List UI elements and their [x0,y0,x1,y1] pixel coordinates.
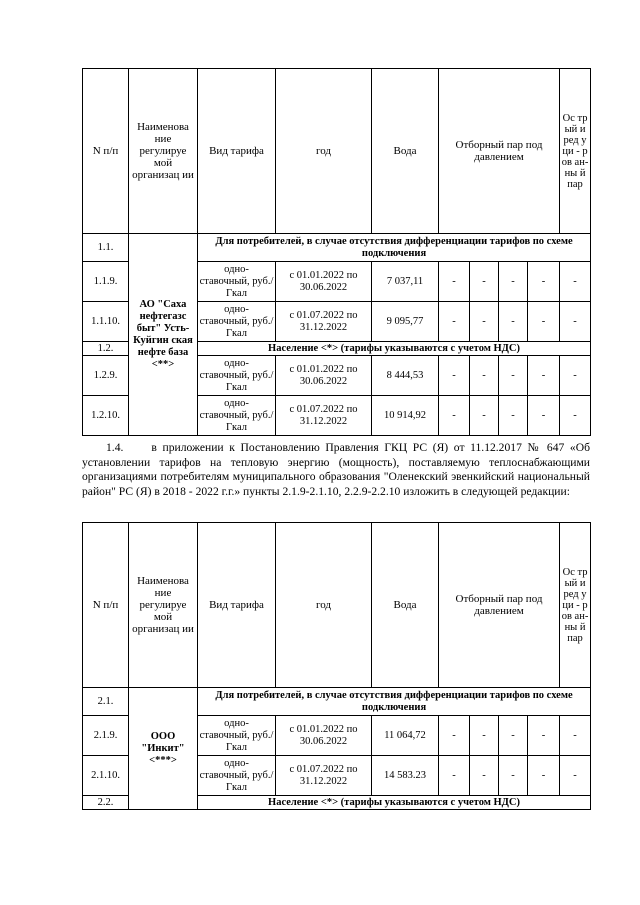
dash-cell: - [560,396,591,436]
row-num: 2.2. [83,796,129,810]
dash-cell: - [499,716,528,756]
section-header: Население <*> (тарифы указываются с учетом НДС) [198,796,591,810]
row-num: 1.1.10. [83,302,129,342]
header-tariff-type: Вид тарифа [198,69,276,234]
tariff-type: одно- ставочный, руб./Гкал [198,262,276,302]
header-steam: Отборный пар под давлением [439,69,560,234]
tariff-table-1 [82,68,591,436]
period: с 01.07.2022 по 31.12.2022 [276,302,372,342]
org-name: ООО "Инкит" <***> [129,688,198,810]
org-name: АО "Саха нефтегазс быт" Усть- Куйгин ская нефте база <**> [129,234,198,436]
dash-cell: - [560,716,591,756]
row-num: 1.1. [83,234,129,262]
dash-cell: - [499,302,528,342]
header-num: N п/п [83,523,129,688]
dash-cell: - [560,302,591,342]
tariff-table-2 [82,522,591,810]
dash-cell: - [528,302,560,342]
dash-cell: - [470,356,499,396]
dash-cell: - [439,302,470,342]
header-org: Наименова ние регулируе мой организац ии [129,523,198,688]
water-value: 14 583.23 [372,756,439,796]
row-num: 1.2.10. [83,396,129,436]
header-org: Наименова ние регулируе мой организац ии [129,69,198,234]
tariff-type: одно- ставочный, руб./Гкал [198,756,276,796]
section-header: Население <*> (тарифы указываются с учетом НДС) [198,342,591,356]
row-num: 2.1. [83,688,129,716]
dash-cell: - [439,396,470,436]
dash-cell: - [470,302,499,342]
row-num: 1.2. [83,342,129,356]
period: с 01.07.2022 по 31.12.2022 [276,396,372,436]
water-value: 9 095,77 [372,302,439,342]
dash-cell: - [528,396,560,436]
water-value: 11 064,72 [372,716,439,756]
dash-cell: - [439,356,470,396]
dash-cell: - [470,756,499,796]
dash-cell: - [499,356,528,396]
header-steam: Отборный пар под давлением [439,523,560,688]
amendment-paragraph [82,441,590,499]
period: с 01.07.2022 по 31.12.2022 [276,756,372,796]
row-num: 2.1.10. [83,756,129,796]
header-year: год [276,69,372,234]
tariff-type: одно- ставочный, руб./Гкал [198,356,276,396]
water-value: 8 444,53 [372,356,439,396]
water-value: 7 037,11 [372,262,439,302]
period: с 01.01.2022 по 30.06.2022 [276,262,372,302]
header-tariff-type: Вид тарифа [198,523,276,688]
dash-cell: - [439,262,470,302]
header-sharp-steam: Ос тр ый и ред уци - ров ан- ны й пар [560,69,591,234]
row-num: 1.2.9. [83,356,129,396]
header-water: Вода [372,69,439,234]
dash-cell: - [470,396,499,436]
header-year: год [276,523,372,688]
dash-cell: - [439,716,470,756]
dash-cell: - [560,356,591,396]
dash-cell: - [499,262,528,302]
dash-cell: - [560,756,591,796]
tariff-type: одно- ставочный, руб./Гкал [198,716,276,756]
paragraph-number: 1.4. [106,441,124,454]
period: с 01.01.2022 по 30.06.2022 [276,716,372,756]
dash-cell: - [560,262,591,302]
period: с 01.01.2022 по 30.06.2022 [276,356,372,396]
header-water: Вода [372,523,439,688]
dash-cell: - [439,756,470,796]
row-num: 1.1.9. [83,262,129,302]
dash-cell: - [499,756,528,796]
tariff-type: одно- ставочный, руб./Гкал [198,302,276,342]
section-header: Для потребителей, в случае отсутствия дифференциации тарифов по схеме подключения [198,688,591,716]
header-num: N п/п [83,69,129,234]
dash-cell: - [470,716,499,756]
tariff-type: одно- ставочный, руб./Гкал [198,396,276,436]
dash-cell: - [528,356,560,396]
row-num: 2.1.9. [83,716,129,756]
section-header: Для потребителей, в случае отсутствия дифференциации тарифов по схеме подключения [198,234,591,262]
paragraph-text: в приложении к Постановлению Правления ГКЦ РС (Я) от 11.12.2017 № 647 «Об установлении тарифов на тепловую энергию (мощность), поставляемую теплоснабжающими организациями потребителям муниципального образования "Оленекский эвенкийский национальный район" РС (Я) в 2018 - 2022 г.г.» пункты 2.1.9-2.1.10, 2.2.9-2.2.10 изложить в следующей редакции: [82,441,590,498]
dash-cell: - [528,716,560,756]
dash-cell: - [470,262,499,302]
dash-cell: - [528,262,560,302]
dash-cell: - [528,756,560,796]
water-value: 10 914,92 [372,396,439,436]
dash-cell: - [499,396,528,436]
header-sharp-steam: Ос тр ый и ред уци - ров ан- ны й пар [560,523,591,688]
